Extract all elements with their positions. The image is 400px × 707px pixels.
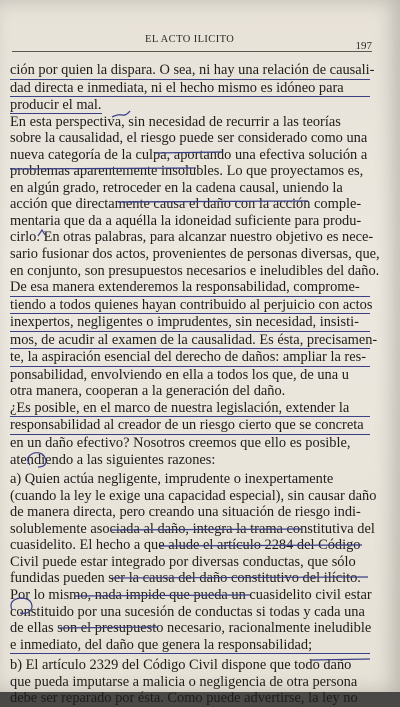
text-line: a) Quien actúa negligente, imprudente o inexpertamente <box>10 471 334 488</box>
text-line: cuasidelito. El hecho a que alude el artículo 2284 del Código <box>10 537 361 554</box>
text-line: acción que directamente causa el daño con la acción comple- <box>10 196 362 213</box>
text-line: De esa manera extenderemos la responsabilidad, comprome- <box>10 279 370 297</box>
text-line: dad directa e inmediata, ni el hecho mismo es idóneo para <box>10 80 370 98</box>
text-line: problemas aparentemente insolubles. Lo que proyectamos es, <box>10 163 364 180</box>
text-line: b) El artículo 2329 del Código Civil dispone que todo daño <box>10 657 352 674</box>
text-line: nueva categoría de la culpa, aportando una efectiva solución a <box>10 146 368 163</box>
text-line: constituido por una sucesión de conductas si todas y cada una <box>10 603 365 620</box>
text-line: mentaria que da a aquélla la idoneidad suficiente para produ- <box>10 212 362 229</box>
text-line-content: producir el mal. <box>10 97 102 114</box>
text-line: responsabilidad al creador de un riesgo cierto que se concreta <box>10 417 370 435</box>
text-line: en conjunto, son presupuestos necesarios e ineludibles del daño. <box>10 262 380 279</box>
text-line: tiendo a todos quienes hayan contribuido al perjuicio con actos <box>10 296 373 313</box>
text-line: cirlo. En otras palabras, para alcanzar nuestro objetivo es nece- <box>10 229 374 246</box>
header-rule <box>12 51 372 52</box>
text-line: otra manera, cooperan a la generación del daño. <box>10 383 286 400</box>
text-line: En esta perspectiva, sin necesidad de recurrir a las teorías <box>10 113 341 130</box>
text-line <box>10 97 370 114</box>
body-text <box>10 62 380 707</box>
text-line: te, la aspiración esencial del derecho de daños: ampliar la res- <box>10 349 370 367</box>
text-line: e inmediato, del daño que genera la responsabilidad; <box>10 637 370 655</box>
text-line: debe ser reparado por ésta. Como puede advertirse, la ley no <box>10 690 358 707</box>
text-line: Civil puede estar integrado por diversas conductas, que sólo <box>10 553 356 570</box>
text-line: sario fusionar dos actos, provenientes de personas diversas, que, <box>10 246 380 263</box>
text-line: mos, de acudir al examen de la causalidad. Es ésta, precisamen- <box>10 331 378 348</box>
running-title: EL ACTO ILICITO <box>145 34 235 45</box>
text-line: Por lo mismo, nada impide que pueda un cuasidelito civil estar <box>10 586 372 603</box>
text-line: ¿Es posible, en el marco de nuestra legislación, extender la <box>10 400 370 418</box>
text-line: sobre la causalidad, el riesgo puede ser considerado como una <box>10 130 368 147</box>
text-line: ción por quien la dispara. O sea, ni hay una relación de causali- <box>10 62 375 78</box>
text-line: atendiendo a las siguientes razones: <box>10 451 216 468</box>
text-line: en un daño efectivo? Nosotros creemos que ello es posible, <box>10 435 351 452</box>
page-number: 197 <box>355 40 372 52</box>
text-line: en algún grado, retroceder en la cadena causal, uniendo la <box>10 179 343 196</box>
text-line: de manera directa, pero creando una situación de riesgo indi- <box>10 504 361 521</box>
text-line: fundidas pueden ser la causa del daño constitutivo del ilícito. <box>10 570 361 587</box>
text-line: que pueda imputarse a malicia o negligencia de otra persona <box>10 673 358 690</box>
text-line: inexpertos, negligentes o imprudentes, sin necesidad, insisti- <box>10 314 370 332</box>
text-line: (cuando la ley le exige una capacidad especial), sin causar daño <box>10 487 377 504</box>
text-line: de ellas son el presupuesto necesario, racionalmente ineludible <box>10 620 372 637</box>
page-header <box>0 34 400 50</box>
text-line: ponsabilidad, envolviendo en ella a todos los que, de una u <box>10 366 349 383</box>
text-line: solublemente asociada al daño, integra la trama constitutiva del <box>10 520 375 537</box>
